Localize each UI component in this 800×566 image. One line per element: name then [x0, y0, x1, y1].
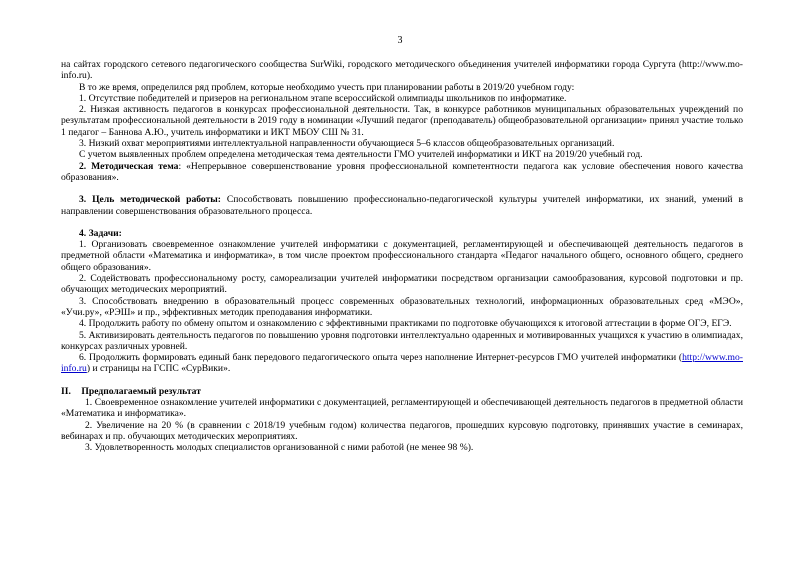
task-item-2: 2. Содействовать профессиональному росту, самореализации учителей информатики посредством организации самообразования, курсовой подготовки и пр. обучающих методических мероприятий.: [61, 273, 743, 296]
page-number: 3: [397, 35, 403, 46]
problem-item-1: 1. Отсутствие победителей и призеров на региональном этапе всероссийской олимпиады школьников по информатике.: [79, 92, 567, 104]
task-item-4: 4. Продолжить работу по обмену опытом и ознакомлению с эффективными практиками по подготовке обучающихся к итоговой аттестации в форме ОГЭ, ЕГЭ.: [79, 318, 732, 330]
methodical-theme: [61, 161, 743, 184]
section-2-number: II.: [61, 385, 71, 397]
task-item-5: 5. Активизировать деятельность педагогов по повышению уровня подготовки интеллектуально одаренных и мотивированных учащихся к участию в олимпиадах, конкурсах различных уровней.: [61, 329, 743, 352]
result-item-1: 1. Своевременное ознакомление учителей информатики с документацией, регламентирующей и обеспечивающей деятельность педагогов в предметной области «Математика и информатика».: [61, 397, 743, 420]
goal-text: Способствовать повышению профессионально-педагогической культуры учителей информатики, их знаний, умений в направлении совершенствования образовательного процесса.: [61, 194, 743, 217]
tasks-label: 4. Задачи:: [79, 227, 122, 239]
intro-paragraph-1: на сайтах городского сетевого педагогического сообщества SurWiki, городского методического объединения учителей информатики города Сургута (http://www.mo-info.ru).: [61, 59, 743, 82]
task-item-3: 3. Способствовать внедрению в образовательный процесс современных образовательных технологий, информационных образовательных сред «МЭО», «Учи.ру», «РЭШ» и пр., эффективных методик преподавания информатики.: [61, 295, 743, 318]
problem-item-2: 2. Низкая активность педагогов в конкурсах профессиональной деятельности. Так, в конкурсе работников муниципальных образовательных учреждений по результатам профессиональной деятельности в 2019 году в номинации «Лучший педагог (преподаватель) общеобразовательной организации» принял участие только 1 педагог – Баннова А.Ю., учитель информатики и ИКТ МБОУ СШ № 31.: [61, 104, 743, 138]
goal-label: 3. Цель методической работы:: [79, 194, 221, 206]
task-item-1: 1. Организовать своевременное ознакомление учителей информатики с документацией, регламентирующей и обеспечивающей деятельность педагогов в предметной области «Математика и информатика», в том числе проектом профессионального стандарта «Педагог начального общего, основного общего, среднего общего образования».: [61, 239, 743, 273]
intro-paragraph-conclusion: С учетом выявленных проблем определена методическая тема деятельности ГМО учителей информатики и ИКТ на 2019/20 учебный год.: [79, 149, 643, 161]
section-2-title: Предполагаемый результат: [81, 385, 201, 397]
result-item-3: 3. Удовлетворенность молодых специалистов организованной с ними работой (не менее 98 %).: [85, 442, 474, 454]
document-body: [61, 59, 743, 454]
methodical-theme-label: 2. Методическая тема: [79, 160, 179, 172]
mo-info-link[interactable]: http://www.mo-info.ru: [61, 352, 743, 375]
intro-paragraph-2: В то же время, определился ряд проблем, которые необходимо учесть при планировании работы в 2019/20 учебном году:: [79, 81, 575, 93]
goal-paragraph: [61, 194, 743, 217]
tasks-heading: [61, 228, 743, 239]
task-item-6: 6. Продолжить формировать единый банк передового педагогического опыта через наполнение Интернет-ресурсов ГМО учителей информатики (http://www.mo-info.ru) и страницы на ГСПС «СурВики».: [61, 352, 743, 375]
section-2-heading: [61, 386, 743, 397]
result-item-2: 2. Увеличение на 20 % (в сравнении с 2018/19 учебным годом) количества педагогов, прошедших курсовую подготовку, принявших участие в семинарах, вебинарах и пр. обучающих методических мероприятиях.: [61, 419, 743, 442]
problem-item-3: 3. Низкий охват мероприятиями интеллектуальной направленности обучающиеся 5–6 классов общеобразовательных организаций.: [79, 138, 615, 150]
methodical-theme-text: : «Непрерывное совершенствование уровня профессиональной компетентности педагога как условие обеспечения нового качества образования».: [61, 160, 743, 183]
